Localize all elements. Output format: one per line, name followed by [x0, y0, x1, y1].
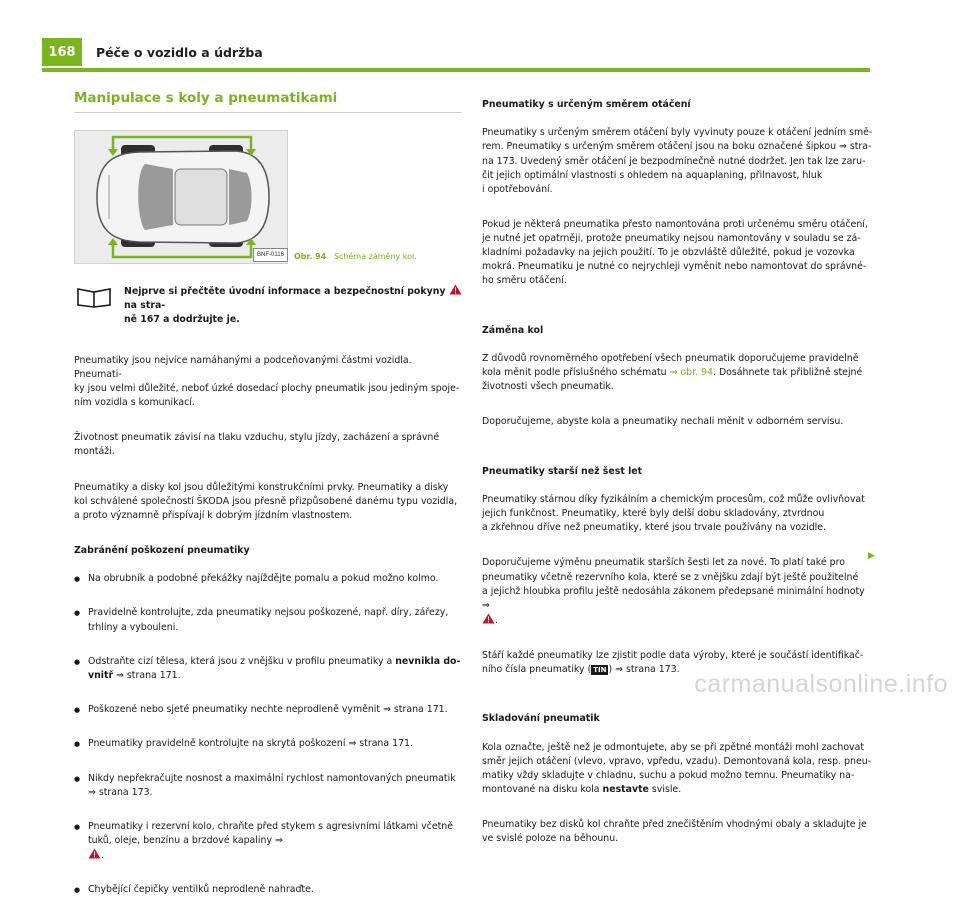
list-item: ● Na obrubník a podobné překážky najíždějte pomalu a pokud možno kolmo.	[74, 572, 462, 586]
direction-heading: Pneumatiky s určeným směrem otáčení	[482, 99, 691, 111]
book-icon	[74, 286, 114, 308]
tin-code-icon: TIN	[593, 666, 607, 675]
paragraph: Pneumatiky stárnou díky fyzikálním a chemickým procesům, což může ovlivňovat jejich funkčnost. Pneumatiky, které byly delší dobu skladovány, ztvrdnou a zkřehnou dříve než pneumatiky, které jsou trvale používány na vozidle.	[482, 493, 865, 534]
warning-triangle-icon	[449, 284, 462, 295]
paragraph-text: Z důvodů rovnoměrného opotřebení všech pneumatik doporučujeme pravidelně kola měnit podle příslušného schématu	[482, 352, 859, 379]
list-item-text: Odstraňte cizí tělesa, která jsou z vnějšku v profilu pneumatiky a	[88, 655, 396, 667]
paragraph	[482, 352, 874, 394]
warning-triangle-icon	[88, 848, 101, 859]
warning-triangle-icon	[482, 613, 495, 624]
figure-caption-text: Schéma záměny kol.	[333, 252, 417, 262]
paragraph: Pneumatiky bez disků kol chraňte před znečištěním vhodnými obaly a skladujte je ve svislé poloze na běhounu.	[482, 819, 867, 845]
paragraph-text: svisle.	[648, 784, 682, 796]
paragraph-text: Doporučujeme výměnu pneumatik starších šesti let za nové. To platí také pro pneumatiky včetně rezervního kola, které se z vnějšku zdají být ještě použitelné a jejichž hloubka profilu ještě nedosáhla zákonem předepsané minimální hodnoty ⇒	[482, 557, 865, 611]
header-rule	[42, 68, 870, 72]
chapter-title: Péče o vozidlo a údržba	[96, 45, 263, 60]
left-column	[74, 88, 462, 918]
damage-list	[74, 558, 462, 917]
paragraph-text: .	[495, 614, 498, 626]
safety-notice	[74, 284, 462, 327]
list-item-bold: nevnikla do- vnitř	[88, 655, 461, 681]
figure-caption	[294, 251, 417, 263]
page-header	[0, 38, 960, 78]
figure-link[interactable]: ⇒ obr. 94	[669, 367, 713, 379]
list-item: ● Chybějící čepičky ventilků neprodleně nahraďte.	[74, 883, 462, 897]
paragraph-text: Stáří každé pneumatiky lze zjistit podle data výroby, které je součástí identifikač- ního čísla pneumatiky (	[482, 650, 864, 676]
list-item: ● Pneumatiky pravidelně kontrolujte na skrytá poškození ⇒ strana 171.	[74, 737, 462, 751]
notice-text-b: na stra- ně 167 a dodržujte je.	[124, 300, 240, 326]
paragraph-text: ) ⇒ strana 173.	[608, 664, 680, 676]
paragraph: Pneumatiky jsou nejvíce namáhanými a podceňovanými částmi vozidla. Pneumati- ky jsou velmi důležité, neboť úzké dosedací plochy pneumatik jsou jediným spoje- ním vozidla s komunikací.	[74, 354, 460, 409]
figure-caption-label: Obr. 94	[294, 252, 327, 262]
paragraph-bold: nestavte	[602, 784, 649, 796]
paragraph: Životnost pneumatik závisí na tlaku vzduchu, stylu jízdy, zacházení a správné montáži.	[74, 432, 440, 458]
next-page-arrow-icon[interactable]: ▶	[868, 551, 875, 561]
paragraph-text: Kola označte, ještě než je odmontujete, aby se při zpětné montáži mohl zachovat směr jejich otáčení (vlevo, vpravo, vpředu, vzadu). Demontovaná kola, resp. pneu- matiky vždy skladujte v chladnu, suchu a pokud možno temnu. Pneumatiky na- montované na disku kola	[482, 741, 872, 796]
list-item	[74, 655, 462, 683]
list-item-text: ⇒ strana 171.	[113, 669, 181, 681]
old-tyres-heading: Pneumatiky starší než šest let	[482, 465, 643, 477]
list-item	[74, 820, 462, 863]
notice-text-a: Nejprve si přečtěte úvodní informace a bezpečnostní pokyny	[124, 286, 446, 298]
watermark: carmanualsonline.info	[694, 670, 948, 698]
paragraph: Pokud je některá pneumatika přesto namontována proti určenému směru otáčení, je nutné jet opatrněji, protože pneumatiky nejsou namontovány v souladu se zá- kladními požadavky na jejich použití. To je obzvláště důležité, pokud je vozovka mokrá. Pneumatiku je nutné co nejrychleji vyměnit nebo namontovat do správné- ho směru otáčení.	[482, 218, 868, 287]
list-item: ● Nikdy nepřekračujte nosnost a maximální rychlost namontovaných pneumatik ⇒ strana 173.	[74, 772, 462, 800]
figure-code: BNF-0116	[253, 248, 288, 262]
page-number: 168	[42, 38, 82, 66]
paragraph-text: . Dosáhnete tak přibližně stejné životnosti všech pneumatik.	[482, 367, 863, 393]
paragraph: Pneumatiky a disky kol jsou důležitými konstrukčními prvky. Pneumatiky a disky kol schválené společností ŠKODA jsou přesně přizpůsobené danému typu vozidla, a proto významně přispívají k dobrým jízdním vlastnostem.	[74, 481, 458, 521]
paragraph: Pneumatiky s určeným směrem otáčení byly vyvinuty pouze k otáčení jedním smě- rem. Pneumatiky s určeným směrem otáčení jsou na boku označené šipkou ⇒ stra- na 173. Uvedený směr otáčení je bezpodmínečně nutné dodržet. Jen tak lze zaru- čit jejich optimální vlastnosti s ohledem na aquaplaning, přilnavost, hluk i opotřebování.	[482, 127, 873, 195]
right-column	[482, 84, 874, 868]
roof	[175, 169, 227, 225]
list-item: ● Poškozené nebo sjeté pneumatiky nechte neprodleně vyměnit ⇒ strana 171.	[74, 703, 462, 717]
windshield	[138, 164, 173, 230]
figure-94	[74, 130, 462, 262]
storage-heading: Skladování pneumatik	[482, 713, 600, 725]
list-item: ● Pravidelně kontrolujte, zda pneumatiky nejsou poškozené, např. díry, zářezy, trhliny a vybouleni.	[74, 606, 462, 634]
paragraph	[482, 556, 874, 628]
rear-window	[229, 169, 252, 225]
damage-heading: Zabránění poškození pneumatiky	[74, 545, 250, 556]
wheel-swap-diagram	[74, 130, 288, 264]
section-title: Manipulace s koly a pneumatikami	[74, 88, 462, 113]
swap-heading: Záměna kol	[482, 324, 544, 336]
list-item-text: Pneumatiky i rezervní kolo, chraňte před stykem s agresivními látkami včetně tuků, oleje, benzínu a brzdové kapaliny ⇒	[88, 820, 453, 846]
paragraph	[482, 741, 874, 797]
paragraph: Doporučujeme, abyste kola a pneumatiky nechali měnit v odborném servisu.	[482, 416, 844, 428]
list-item-text: .	[101, 850, 104, 862]
car-top-view-illustration	[75, 131, 287, 263]
intro-text	[74, 340, 462, 544]
